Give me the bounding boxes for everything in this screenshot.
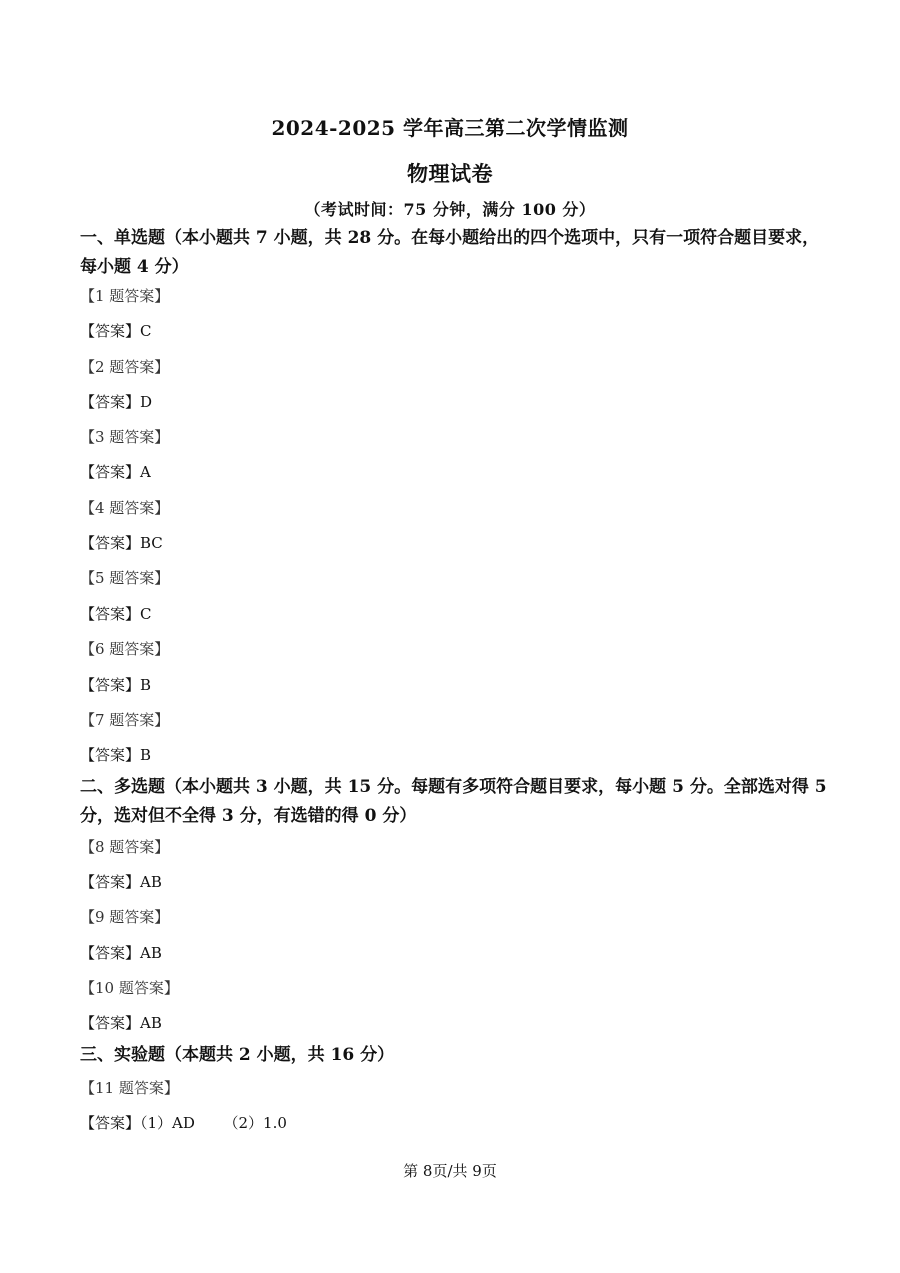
question-label: 【11 题答案】 [80,1079,179,1097]
answer-line: 【答案】AB [80,944,162,962]
answer-line: 【答案】B [80,746,152,764]
answer-line: 【答案】A [80,463,151,481]
answer-line: 【答案】BC [80,534,163,552]
question-label: 【2 题答案】 [80,358,170,376]
answer-line: 【答案】（1）AD （2）1.0 [80,1114,287,1132]
subject-title: 物理试卷 [407,161,493,186]
question-label: 【6 题答案】 [80,640,170,658]
answer-line: 【答案】AB [80,873,162,891]
section-heading-experiment: 三、实验题（本题共 2 小题，共 16 分） [80,1045,395,1065]
question-label: 【3 题答案】 [80,428,170,446]
answer-line: 【答案】B [80,676,152,694]
question-label: 【1 题答案】 [80,287,170,305]
answer-line: 【答案】AB [80,1014,162,1032]
answer-line: 【答案】C [80,322,152,340]
question-label: 【5 题答案】 [80,569,170,587]
question-label: 【8 题答案】 [80,838,170,856]
section-heading-single-choice: 一、单选题（本小题共 7 小题，共 28 分。在每小题给出的四个选项中，只有一项符合题目要求，每小题 4 分） [80,228,820,277]
exam-title: 2024-2025 学年高三第二次学情监测 [271,116,629,140]
question-label: 【7 题答案】 [80,711,170,729]
page-number: 第 8页/共 9页 [403,1162,497,1180]
section-heading-multi-choice: 二、多选题（本小题共 3 小题，共 15 分。每题有多项符合题目要求，每小题 5 分。全部选对得 5 分，选对但不全得 3 分，有选错的得 0 分） [80,777,827,826]
question-label: 【9 题答案】 [80,908,170,926]
answer-line: 【答案】D [80,393,153,411]
answer-line: 【答案】C [80,605,152,623]
question-label: 【10 题答案】 [80,979,179,997]
question-label: 【4 题答案】 [80,499,170,517]
exam-info: （考试时间：75 分钟，满分 100 分） [304,200,596,219]
